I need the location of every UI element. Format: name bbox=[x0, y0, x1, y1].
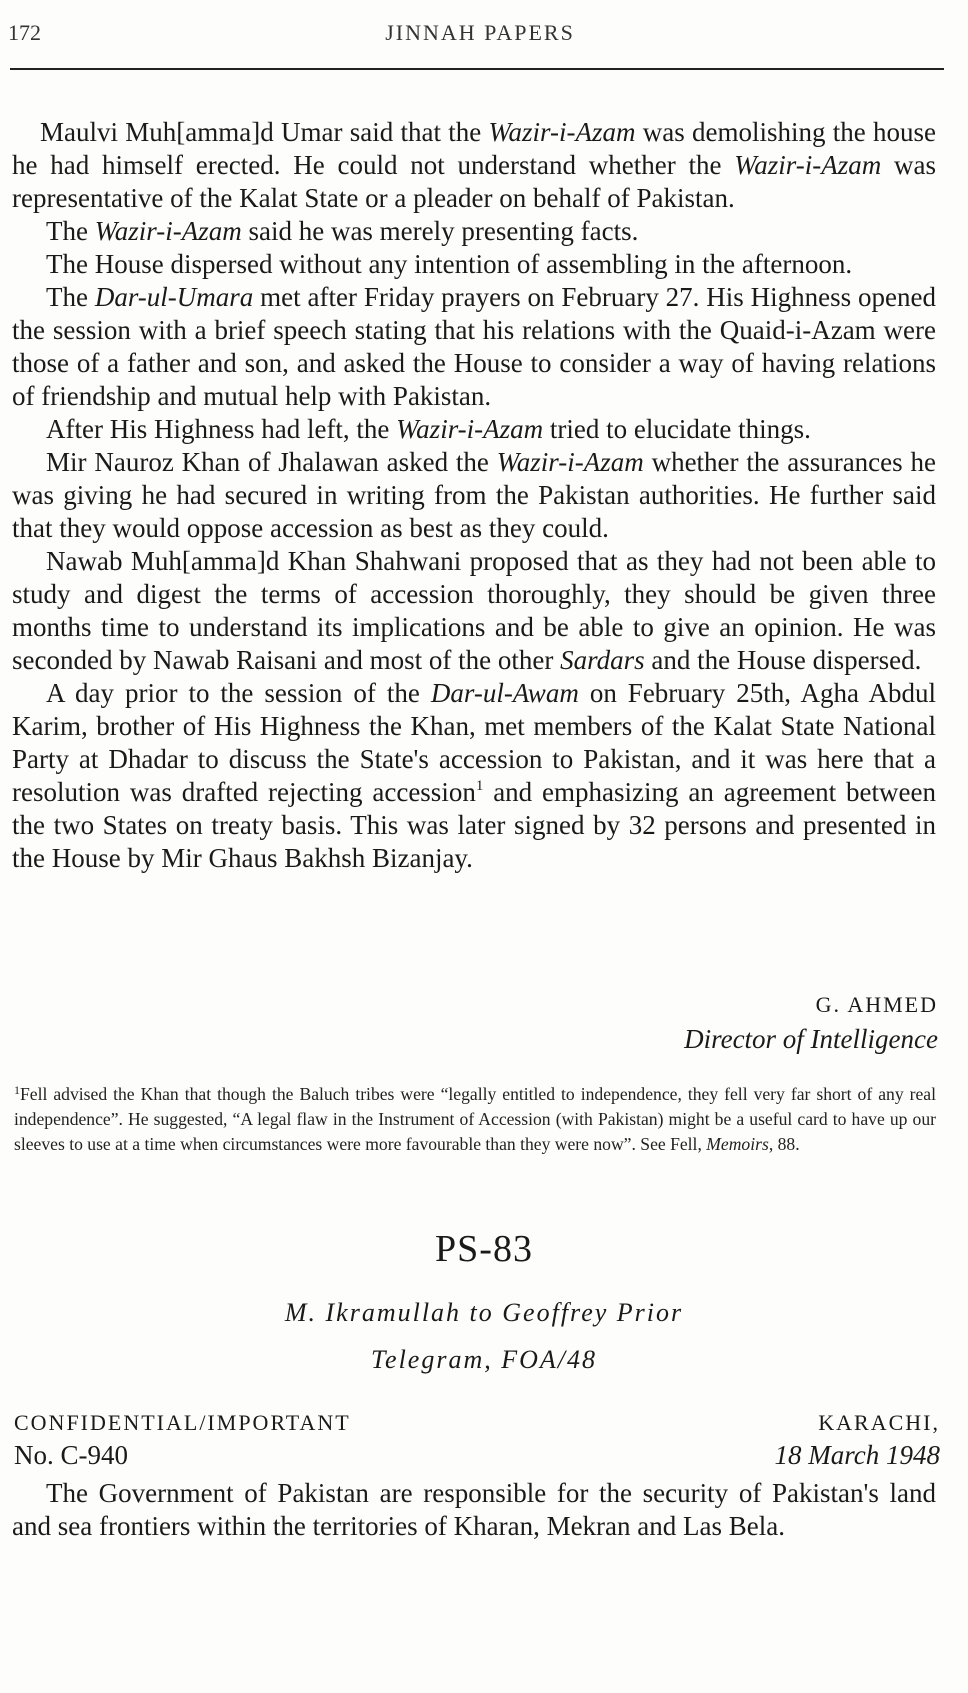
document-correspondents: M. Ikramullah to Geoffrey Prior bbox=[284, 1298, 684, 1327]
document-id: PS-83 bbox=[435, 1228, 533, 1270]
footnote-mark: 1 bbox=[14, 1083, 20, 1097]
paragraph: The Government of Pakistan are responsible for the security of Pakistan's land and sea frontiers within the territories of Kharan, Mekran and Las Bela. bbox=[12, 1478, 936, 1541]
paragraph: After His Highness had left, the Wazir-i-Azam tried to elucidate things. bbox=[46, 414, 811, 444]
paragraph: The Dar-ul-Umara met after Friday prayers on February 27. His Highness opened the session with a brief speech stating that his relations with the Quaid-i-Azam were those of a father and son, and asked the House to consider a way of having relations of friendship and mutual help with Pakistan. bbox=[12, 282, 936, 411]
signatory-title: Director of Intelligence bbox=[684, 1024, 938, 1054]
signatory-name: G. AHMED bbox=[815, 992, 938, 1017]
classification: CONFIDENTIAL/IMPORTANT bbox=[14, 1410, 351, 1435]
paragraph: Maulvi Muh[amma]d Umar said that the Wazir-i-Azam was demolishing the house he had himself erected. He could not understand whether the Wazir-i-Azam was representative of the Kalat State or a pleader on behalf of Pakistan. bbox=[12, 117, 936, 213]
place: KARACHI, bbox=[818, 1410, 940, 1435]
footnote-ref[interactable]: 1 bbox=[475, 778, 484, 794]
header-rule bbox=[10, 68, 944, 70]
running-head: JINNAH PAPERS bbox=[385, 20, 575, 45]
paragraph: A day prior to the session of the Dar-ul-Awam on February 25th, Agha Abdul Karim, brother of His Highness the Khan, met members of the Kalat State National Party at Dhadar to discuss the State's accession to Pakistan, and it was here that a resolution was drafted rejecting accession$^1$ and emphasizing an agreement between the two States on treaty basis. This was later signed by 32 persons and presented in the House by Mir Ghaus Bakhsh Bizanjay. bbox=[12, 678, 937, 873]
report-body bbox=[12, 116, 936, 875]
paragraph: The House dispersed without any intention of assembling in the afternoon. bbox=[46, 249, 853, 279]
paragraph: Mir Nauroz Khan of Jhalawan asked the Wazir-i-Azam whether the assurances he was giving he had secured in writing from the Pakistan authorities. He further said that they would oppose accession as best as they could. bbox=[12, 447, 936, 543]
telegram-body bbox=[12, 1477, 936, 1543]
footnote: $^1$Fell advised the Khan that though the Baluch tribes were “legally entitled to independence, they fell very far short of any real independence”. He suggested, “A legal flaw in the Instrument of Accession (with Pakistan) might be a useful card to have up our sleeves to use at a time when circumstances were more favourable than they were now”. See Fell, Memoirs, 88. bbox=[14, 1083, 936, 1154]
date: 18 March 1948 bbox=[774, 1440, 940, 1470]
paragraph: Nawab Muh[amma]d Khan Shahwani proposed that as they had not been able to study and digest the terms of accession thoroughly, they should be given three months time to understand its implications and be able to give an opinion. He was seconded by Nawab Raisani and most of the other Sardars and the House dispersed. bbox=[12, 546, 936, 675]
page-header bbox=[8, 16, 952, 52]
reference-number: No. C-940 bbox=[14, 1440, 128, 1470]
document-type: Telegram, FOA/48 bbox=[370, 1345, 598, 1374]
page-number: 172 bbox=[8, 20, 41, 45]
paragraph: The Wazir-i-Azam said he was merely presenting facts. bbox=[46, 216, 639, 246]
